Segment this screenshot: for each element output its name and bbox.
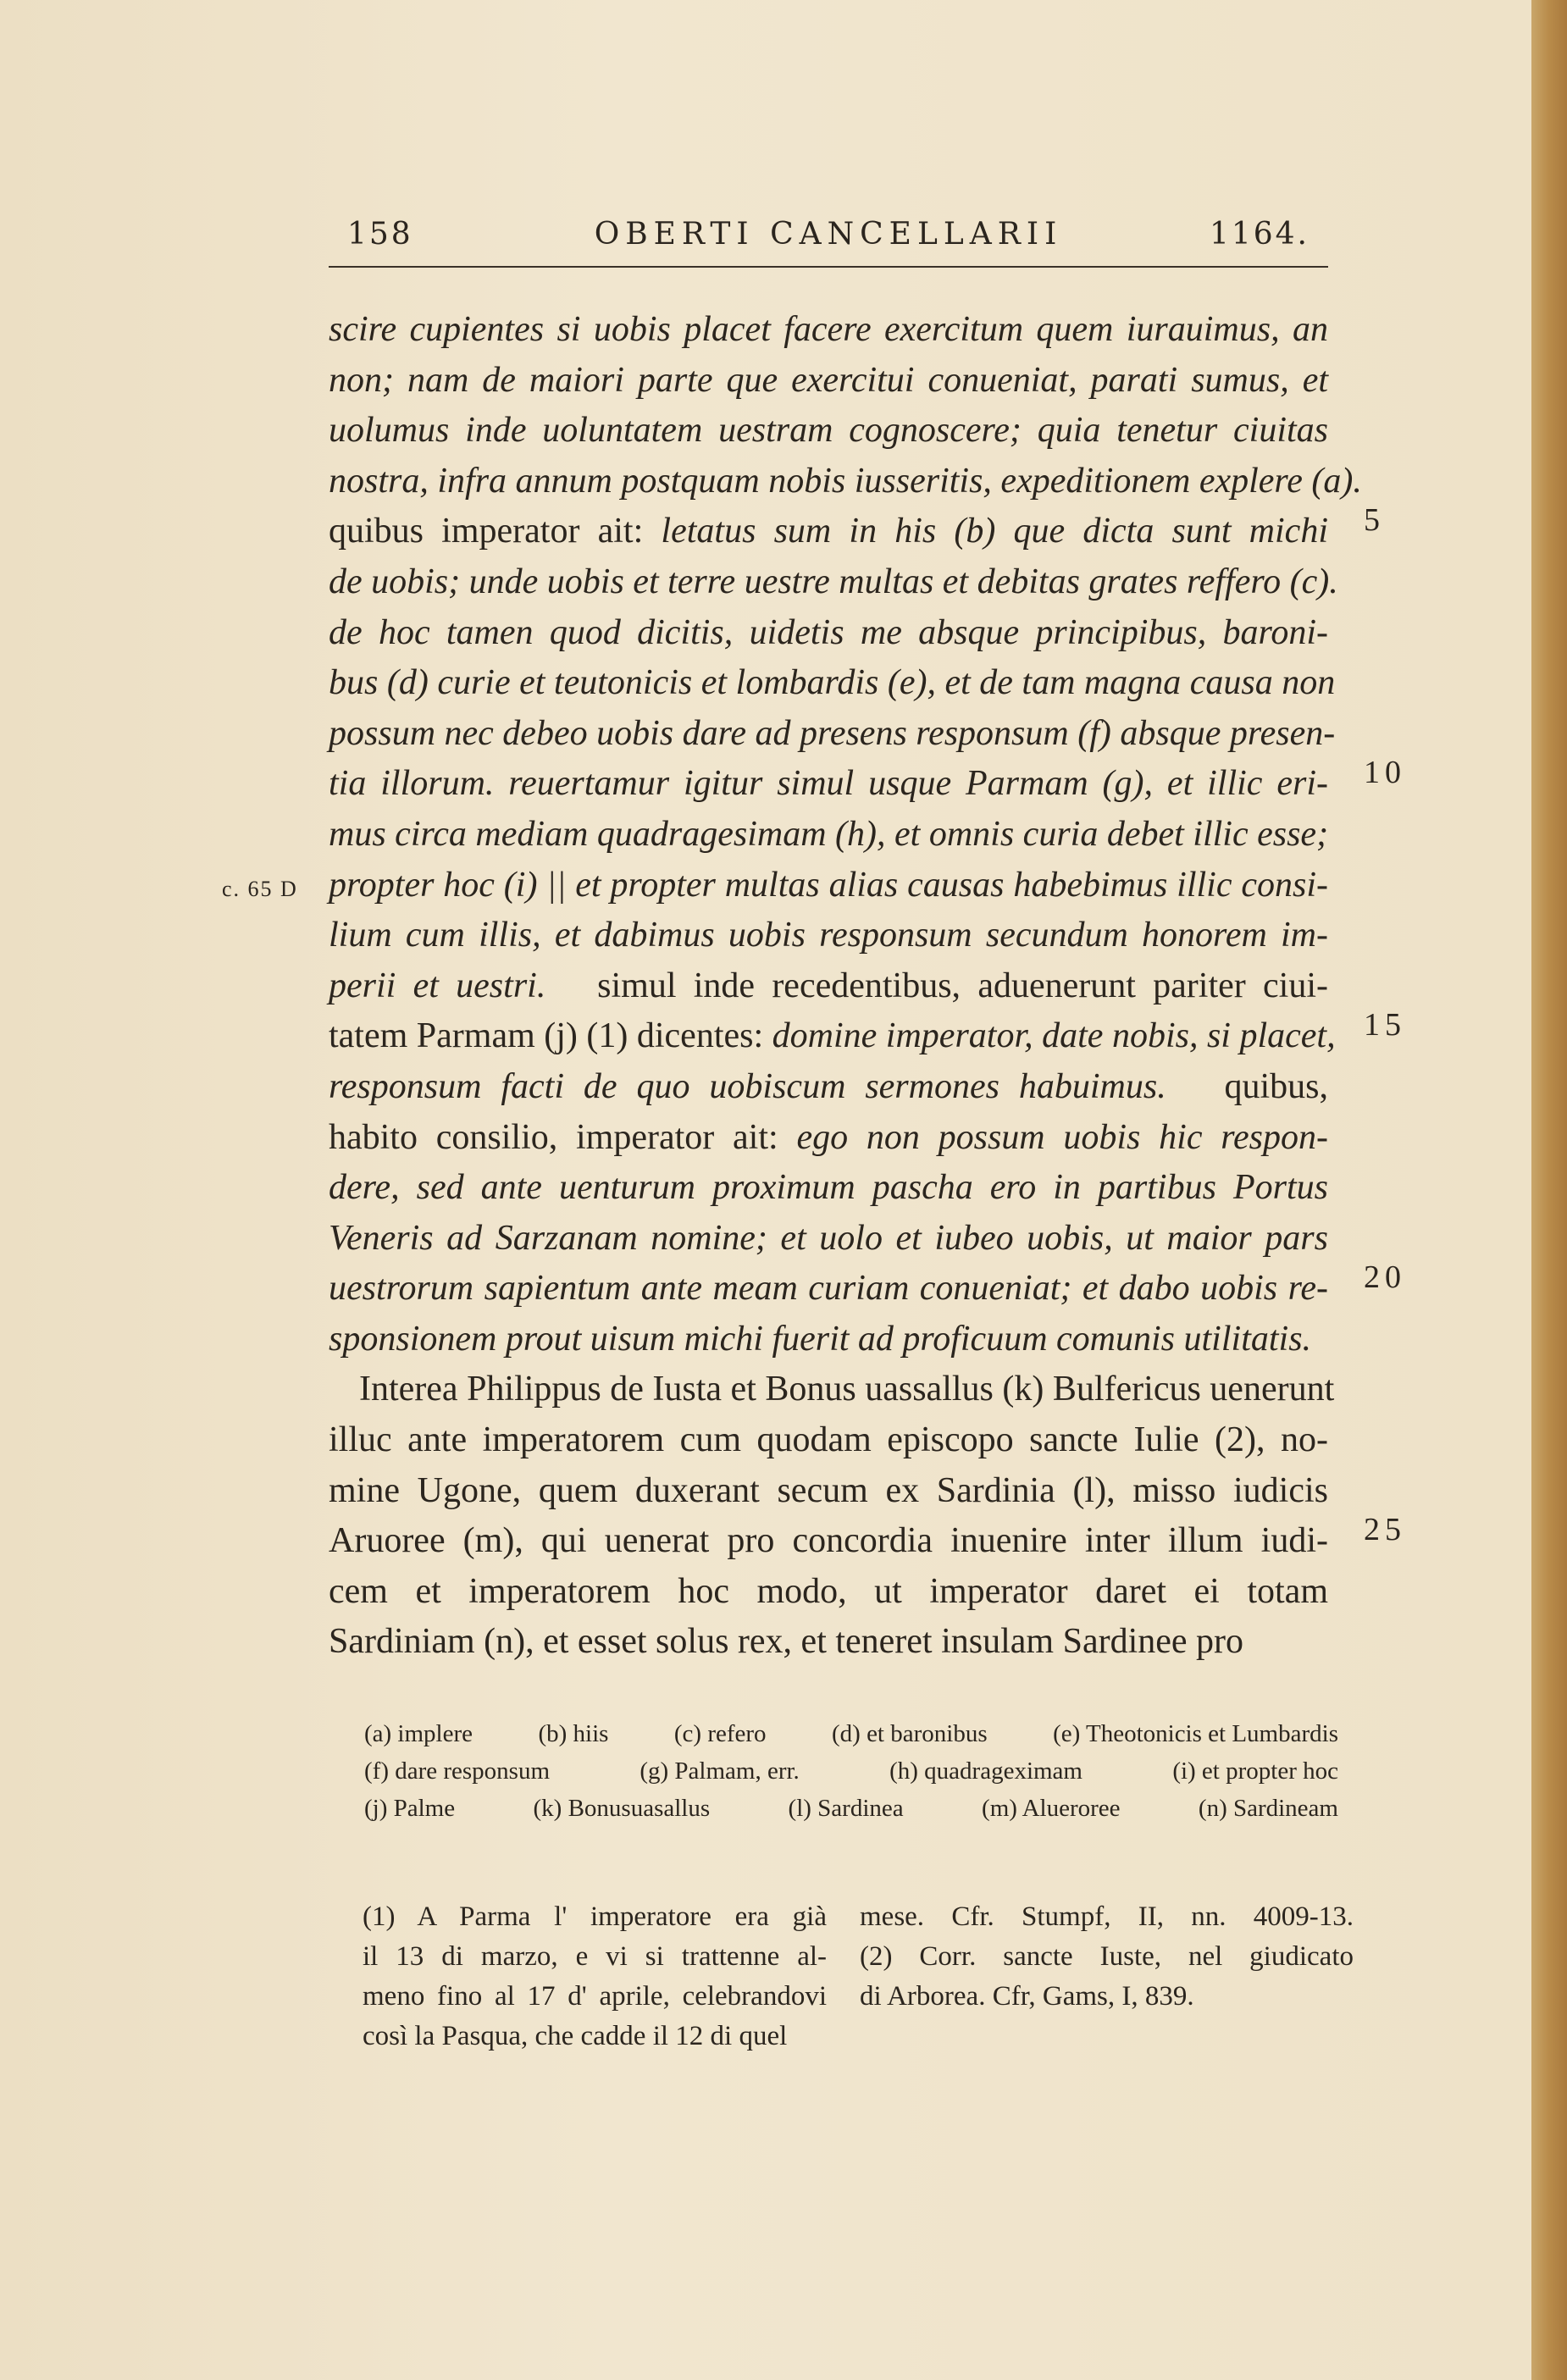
- line-number-15: 15: [1364, 1007, 1406, 1043]
- text-line: [329, 1567, 1328, 1618]
- variant-item: (e) Theotonicis et Lumbardis: [1053, 1720, 1338, 1747]
- italic-segment: sponsionem prout uisum michi fuerit ad proficuum comunis utilitatis.: [329, 1319, 1312, 1359]
- variant-item: (n) Sardineam: [1198, 1795, 1338, 1822]
- roman-segment: illuc ante imperatorem cum quodam episcopo sancte Iulie (2), no-: [329, 1420, 1328, 1460]
- footnote-line: (1) A Parma l' imperatore era già: [363, 1901, 827, 1932]
- roman-segment: Interea Philippus de Iusta et Bonus uassallus (k) Bulfericus uenerunt: [359, 1370, 1335, 1409]
- text-line: [329, 1617, 1328, 1668]
- variant-item: (b) hiis: [538, 1720, 609, 1747]
- line-number-20: 20: [1364, 1259, 1406, 1295]
- roman-segment: mine Ugone, quem duxerant secum ex Sardinia (l), misso iudicis: [329, 1470, 1328, 1510]
- italic-segment: non; nam de maiori parte que exercitui conueniat, parati sumus, et: [329, 360, 1328, 400]
- roman-segment: simul inde recedentibus, aduenerunt pariter ciui-: [545, 966, 1328, 1005]
- page-edge: [1531, 0, 1567, 2380]
- text-line: [329, 305, 1328, 356]
- variant-item: (f) dare responsum: [364, 1757, 551, 1785]
- text-line: [329, 1214, 1328, 1265]
- footnote-line: così la Pasqua, che cadde il 12 di quel: [363, 2021, 788, 2051]
- italic-segment: uestrorum sapientum ante meam curiam conueniat; et dabo uobis re-: [329, 1269, 1328, 1309]
- roman-segment: quibus,: [1166, 1066, 1329, 1106]
- italic-segment: Veneris ad Sarzanam nomine; et uolo et iubeo uobis, ut maior pars: [329, 1218, 1328, 1258]
- variant-item: (j) Palme: [364, 1795, 456, 1822]
- italic-segment: tia illorum. reuertamur igitur simul usque Parmam (g), et illic eri-: [329, 764, 1328, 804]
- text-line: [329, 1011, 1336, 1062]
- text-line: [329, 910, 1328, 961]
- text-line: [329, 658, 1336, 709]
- main-text: [329, 305, 1362, 1668]
- text-line: [329, 1364, 1335, 1415]
- italic-segment: ego non possum uobis hic respon-: [796, 1117, 1328, 1157]
- page-number: 158: [347, 217, 413, 252]
- italic-segment: propter hoc (i) || et propter multas alias causas habebimus illic consi-: [329, 865, 1328, 905]
- roman-segment: Sardiniam (n), et esset solus rex, et teneret insulam Sardinee pro: [329, 1622, 1244, 1662]
- variant-item: (a) implere: [364, 1720, 473, 1747]
- variant-item: (g) Palmam, err.: [640, 1757, 800, 1785]
- footnotes-right-column: [860, 1897, 1354, 2017]
- italic-segment: possum nec debeo uobis dare ad presens responsum (f) absque presen-: [329, 713, 1336, 753]
- variant-row: [364, 1752, 1338, 1790]
- text-line: [329, 457, 1362, 507]
- italic-segment: nostra, infra annum postquam nobis iusseritis, expeditionem explere (a).: [329, 461, 1362, 501]
- italic-segment: perii et uestri.: [329, 966, 546, 1005]
- running-title: OBERTI CANCELLARII: [594, 217, 1063, 252]
- text-line: [329, 506, 1328, 557]
- text-line: [329, 709, 1336, 760]
- text-line: [329, 1466, 1328, 1517]
- footnotes-left-column: [363, 1897, 827, 2056]
- text-line: [329, 1516, 1328, 1567]
- text-line: [329, 406, 1328, 457]
- italic-segment: uolumus inde uoluntatem uestram cognoscere; quia tenetur ciuitas: [329, 411, 1328, 451]
- line-number-25: 25: [1364, 1512, 1406, 1547]
- text-line: [329, 810, 1328, 861]
- variant-item: (d) et baronibus: [832, 1720, 988, 1747]
- running-year: 1164.: [1209, 217, 1310, 252]
- line-number-10: 10: [1364, 755, 1406, 790]
- footnote-line: di Arborea. Cfr, Gams, I, 839.: [860, 1981, 1194, 2012]
- text-line: [329, 1163, 1328, 1214]
- text-line: [329, 557, 1338, 608]
- italic-segment: mus circa mediam quadragesimam (h), et omnis curia debet illic esse;: [329, 814, 1329, 854]
- variant-row: [364, 1790, 1338, 1827]
- header-rule: [329, 266, 1328, 268]
- text-line: [329, 1113, 1328, 1164]
- footnote-line: meno fino al 17 d' aprile, celebrandovi: [363, 1981, 827, 2012]
- italic-segment: responsum facti de quo uobiscum sermones habuimus.: [329, 1066, 1166, 1106]
- variant-item: (i) et propter hoc: [1172, 1757, 1338, 1785]
- margin-reference: c. 65 D: [222, 877, 298, 901]
- variant-item: (l) Sardinea: [788, 1795, 904, 1822]
- text-line: [329, 759, 1328, 810]
- line-number-5: 5: [1364, 502, 1385, 538]
- italic-segment: dere, sed ante uenturum proximum pascha ero in partibus Portus: [329, 1168, 1328, 1208]
- footnote-line: il 13 di marzo, e vi si trattenne al-: [363, 1941, 827, 1972]
- roman-segment: Aruoree (m), qui uenerat pro concordia inuenire inter illum iudi-: [329, 1521, 1328, 1561]
- variant-item: (h) quadrageximam: [889, 1757, 1083, 1785]
- text-line: [329, 961, 1328, 1012]
- footnote-line: mese. Cfr. Stumpf, II, nn. 4009-13.: [860, 1901, 1354, 1932]
- variant-row: [364, 1715, 1338, 1752]
- text-line: [329, 1062, 1328, 1113]
- variant-item: (k) Bonusuasallus: [533, 1795, 711, 1822]
- text-line: [329, 1415, 1328, 1466]
- running-head: [329, 212, 1328, 263]
- italic-segment: letatus sum in his (b) que dicta sunt michi: [661, 512, 1328, 551]
- text-line: [329, 356, 1328, 407]
- text-line: [329, 861, 1328, 911]
- roman-segment: tatem Parmam (j) (1) dicentes:: [329, 1016, 772, 1056]
- italic-segment: bus (d) curie et teutonicis et lombardis (e), et de tam magna causa non: [329, 663, 1336, 703]
- italic-segment: domine imperator, date nobis, si placet,: [772, 1016, 1336, 1056]
- footnote-line: (2) Corr. sancte Iuste, nel giudicato: [860, 1941, 1354, 1972]
- roman-segment: cem et imperatorem hoc modo, ut imperator daret ei totam: [329, 1571, 1328, 1611]
- text-line: [329, 1264, 1328, 1315]
- roman-segment: quibus imperator ait:: [329, 512, 662, 551]
- italic-segment: de uobis; unde uobis et terre uestre multas et debitas grates reffero (c).: [329, 562, 1338, 601]
- variant-item: (c) refero: [673, 1720, 767, 1747]
- italic-segment: lium cum illis, et dabimus uobis responsum secundum honorem im-: [329, 916, 1328, 955]
- variant-readings: [364, 1715, 1338, 1827]
- roman-segment: habito consilio, imperator ait:: [329, 1117, 797, 1157]
- italic-segment: scire cupientes si uobis placet facere exercitum quem iurauimus, an: [329, 310, 1328, 349]
- text-line: [329, 608, 1328, 659]
- italic-segment: de hoc tamen quod dicitis, uidetis me absque principibus, baroni-: [329, 612, 1328, 652]
- text-line: [329, 1315, 1328, 1365]
- variant-item: (m) Alueroree: [982, 1795, 1121, 1822]
